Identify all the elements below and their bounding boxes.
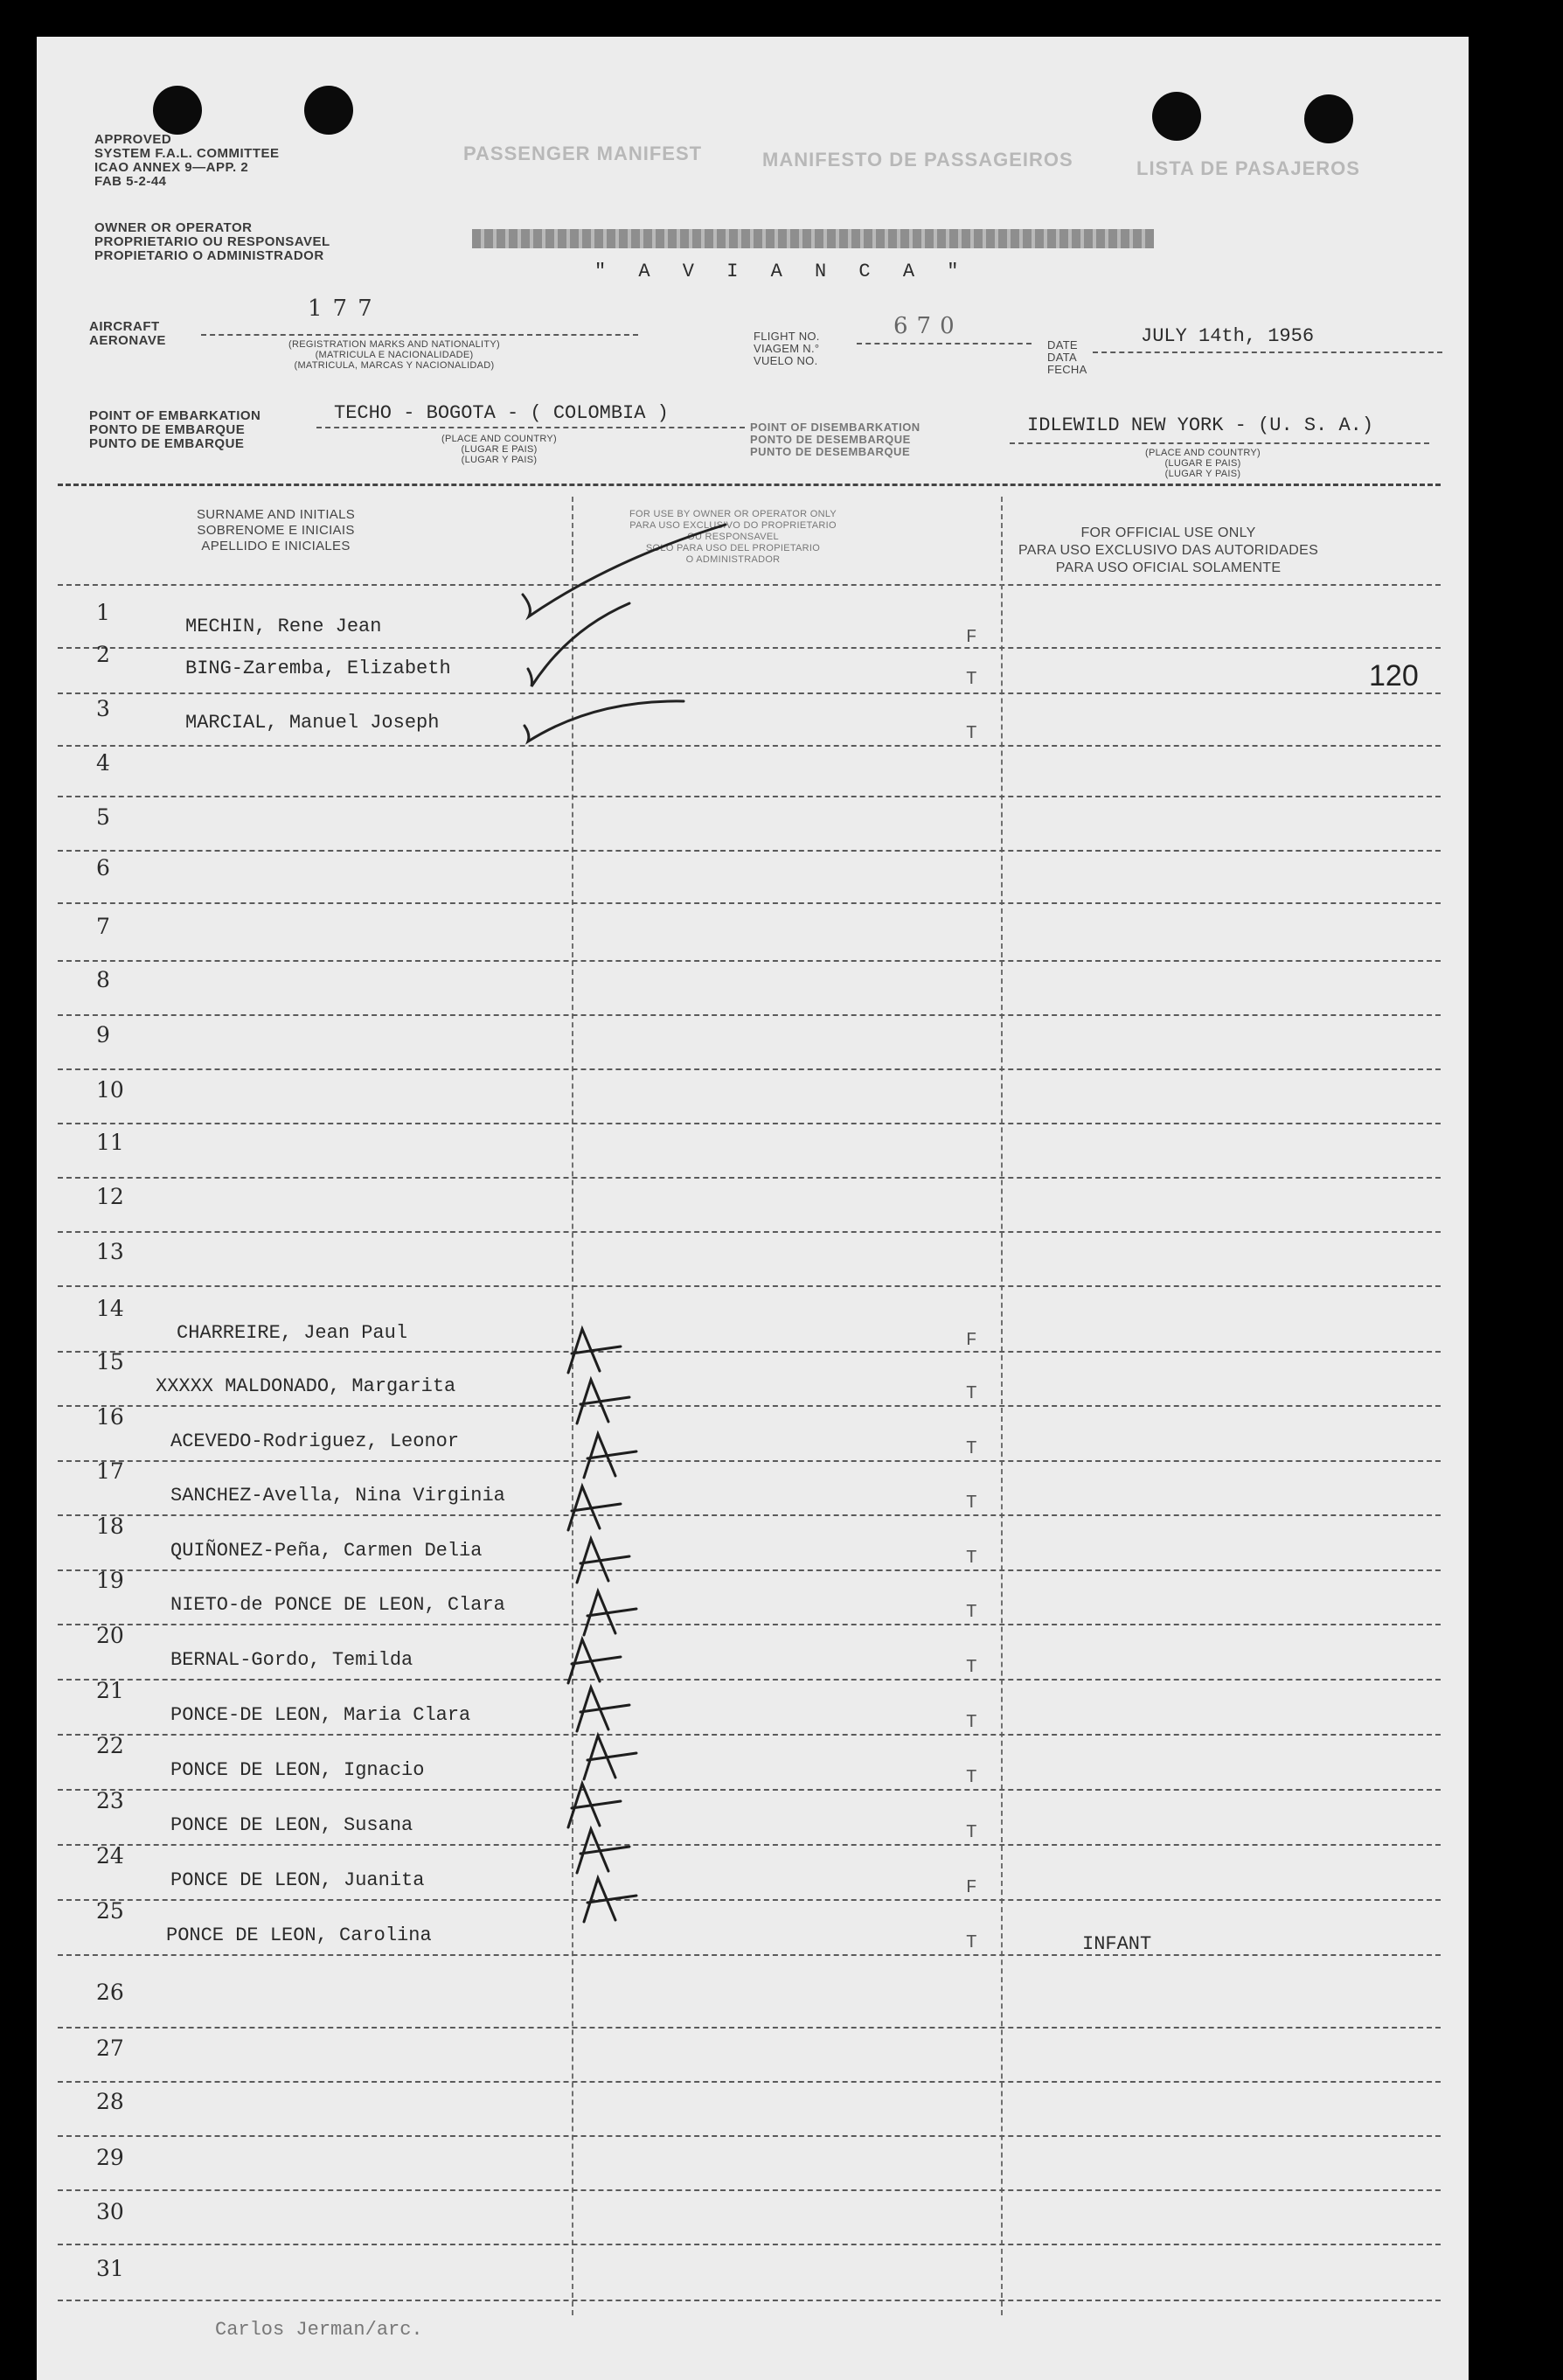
embarkation-label-line: PUNTO DE EMBARQUE xyxy=(89,436,245,451)
embarkation-sub-line: (LUGAR Y PAIS) xyxy=(461,455,538,465)
row-number: 13 xyxy=(96,1239,124,1264)
row-number: 23 xyxy=(96,1788,124,1813)
title-en: PASSENGER MANIFEST xyxy=(463,143,703,164)
owner-use-header-line: OU RESPONSAVEL xyxy=(687,532,779,542)
aircraft-sub-line: (MATRICULA, MARCAS Y NACIONALIDAD) xyxy=(294,360,495,371)
checkmarks xyxy=(523,525,726,741)
date-label-line: DATA xyxy=(1047,351,1077,364)
passenger-name: SANCHEZ-Avella, Nina Virginia xyxy=(170,1485,505,1507)
passenger-name: PONCE DE LEON, Juanita xyxy=(170,1869,425,1891)
date-label-line: DATE xyxy=(1047,338,1078,351)
passenger-name: NIETO-de PONCE DE LEON, Clara xyxy=(170,1594,505,1616)
row-number: 28 xyxy=(96,2089,124,2114)
embarkation-label-line: PONTO DE EMBARQUE xyxy=(89,422,246,437)
passenger-name: XXXXX MALDONADO, Margarita xyxy=(156,1375,456,1397)
owner-use-header-line: SOLO PARA USO DEL PROPIETARIO xyxy=(645,543,821,553)
row-number: 27 xyxy=(96,2036,124,2061)
surname-header-line: APELLIDO E INICIALES xyxy=(201,539,351,553)
a-mark xyxy=(577,1829,629,1873)
row-number: 3 xyxy=(96,696,110,721)
official-note: 120 xyxy=(1369,659,1419,692)
operator-name: " A V I A N C A " xyxy=(594,261,969,282)
passenger-code: F xyxy=(966,628,977,648)
row-number: 2 xyxy=(96,642,110,667)
passenger-name: PONCE DE LEON, Carolina xyxy=(166,1924,432,1946)
row-number: 30 xyxy=(96,2199,124,2224)
flight-label-line: FLIGHT NO. xyxy=(754,330,820,343)
title-pt: MANIFESTO DE PASSAGEIROS xyxy=(762,149,1073,170)
official-note: INFANT xyxy=(1082,1933,1152,1955)
passenger-name: PONCE-DE LEON, Maria Clara xyxy=(170,1704,471,1726)
official-header-line: PARA USO OFICIAL SOLAMENTE xyxy=(1055,560,1282,575)
passenger-code: T xyxy=(966,1384,977,1404)
row-number: 14 xyxy=(96,1296,124,1321)
disembarkation-sub-line: (LUGAR E PAIS) xyxy=(1164,458,1241,469)
passenger-code: T xyxy=(966,670,977,690)
row-number: 12 xyxy=(96,1184,124,1209)
operator-label-line: PROPRIETARIO OU RESPONSAVEL xyxy=(94,234,330,249)
aircraft-sub-line: (REGISTRATION MARKS AND NATIONALITY) xyxy=(288,339,501,350)
row-number: 15 xyxy=(96,1349,124,1374)
row-number: 17 xyxy=(96,1458,124,1484)
a-mark xyxy=(584,1878,636,1922)
embarkation-sub-line: (LUGAR E PAIS) xyxy=(461,444,538,455)
row-number: 18 xyxy=(96,1514,124,1539)
official-header-line: PARA USO EXCLUSIVO DAS AUTORIDADES xyxy=(1018,543,1319,558)
passenger-name: ACEVEDO-Rodriguez, Leonor xyxy=(170,1430,460,1452)
a-mark xyxy=(568,1639,621,1683)
checkmark xyxy=(528,603,629,686)
approval-line: ICAO ANNEX 9—APP. 2 xyxy=(94,160,249,175)
approval-line: SYSTEM F.A.L. COMMITTEE xyxy=(94,146,280,161)
official-header-line: FOR OFFICIAL USE ONLY xyxy=(1080,525,1256,540)
embarkation-value: TECHO - BOGOTA - ( COLOMBIA ) xyxy=(334,402,669,424)
aircraft-value: 177 xyxy=(308,296,383,322)
row-number: 22 xyxy=(96,1733,124,1758)
operator-label-line: OWNER OR OPERATOR xyxy=(94,220,253,235)
row-number: 20 xyxy=(96,1623,124,1648)
row-number: 26 xyxy=(96,1980,124,2005)
row-number: 25 xyxy=(96,1898,124,1924)
passenger-code: T xyxy=(966,724,977,744)
passenger-code: F xyxy=(966,1878,977,1898)
row-number: 6 xyxy=(96,855,110,880)
checkmark xyxy=(523,525,726,616)
owner-use-header-line: FOR USE BY OWNER OR OPERATOR ONLY xyxy=(629,509,837,519)
row-number: 9 xyxy=(96,1022,110,1047)
a-mark xyxy=(584,1736,636,1779)
passenger-name: CHARREIRE, Jean Paul xyxy=(177,1322,408,1344)
date-label-line: FECHA xyxy=(1047,363,1087,376)
disembarkation-label-line: PUNTO DE DESEMBARQUE xyxy=(750,445,911,458)
a-mark xyxy=(577,1539,629,1583)
surname-header-line: SURNAME AND INITIALS xyxy=(197,507,356,522)
date-value: JULY 14th, 1956 xyxy=(1141,325,1315,347)
a-mark xyxy=(584,1591,636,1635)
row-number: 24 xyxy=(96,1843,124,1869)
row-number: 29 xyxy=(96,2145,124,2170)
row-number: 16 xyxy=(96,1404,124,1430)
a-mark xyxy=(568,1784,621,1827)
passenger-name: PONCE DE LEON, Susana xyxy=(170,1814,413,1836)
disembarkation-label-line: PONTO DE DESEMBARQUE xyxy=(750,433,911,446)
a-mark xyxy=(568,1329,621,1373)
passenger-code: T xyxy=(966,1548,977,1569)
flight-value: 670 xyxy=(893,313,963,339)
passenger-name: QUIÑONEZ-Peña, Carmen Delia xyxy=(170,1540,483,1562)
disembarkation-label-line: POINT OF DISEMBARKATION xyxy=(750,421,920,434)
a-marks xyxy=(568,1329,636,1922)
passenger-code: T xyxy=(966,1439,977,1459)
aircraft-label-line: AIRCRAFT xyxy=(89,319,160,334)
flight-label-line: VIAGEM N.° xyxy=(754,342,820,355)
row-number: 19 xyxy=(96,1568,124,1593)
row-number: 5 xyxy=(96,804,110,830)
disembarkation-value: IDLEWILD NEW YORK - (U. S. A.) xyxy=(1027,414,1374,436)
disembarkation-sub-line: (LUGAR Y PAIS) xyxy=(1164,469,1241,479)
a-mark xyxy=(584,1434,636,1478)
approval-line: FAB 5-2-44 xyxy=(94,174,167,189)
passenger-code: T xyxy=(966,1658,977,1678)
passenger-code: T xyxy=(966,1713,977,1733)
a-mark xyxy=(568,1486,621,1530)
owner-use-header-line: PARA USO EXCLUSIVO DO PROPRIETARIO xyxy=(629,520,837,531)
passenger-name: PONCE DE LEON, Ignacio xyxy=(170,1759,425,1781)
approval-line: APPROVED xyxy=(94,132,172,147)
row-number: 10 xyxy=(96,1077,124,1103)
row-number: 21 xyxy=(96,1678,124,1703)
passenger-name: MECHIN, Rene Jean xyxy=(185,616,382,637)
owner-use-header-line: O ADMINISTRADOR xyxy=(685,554,781,565)
row-number: 1 xyxy=(96,600,110,625)
passenger-name: BING-Zaremba, Elizabeth xyxy=(185,658,451,679)
passenger-code: T xyxy=(966,1493,977,1514)
row-number: 8 xyxy=(96,967,110,992)
aircraft-label-line: AERONAVE xyxy=(89,333,166,348)
surname-header-line: SOBRENOME E INICIAIS xyxy=(197,523,355,538)
operator-label-line: PROPIETARIO O ADMINISTRADOR xyxy=(94,248,324,263)
title-es: LISTA DE PASAJEROS xyxy=(1136,157,1360,179)
row-number: 4 xyxy=(96,750,110,776)
a-mark xyxy=(577,1380,629,1423)
embarkation-label-line: POINT OF EMBARKATION xyxy=(89,408,261,423)
passenger-code: T xyxy=(966,1603,977,1623)
embarkation-sub-line: (PLACE AND COUNTRY) xyxy=(441,434,558,444)
footer-signature: Carlos Jerman/arc. xyxy=(215,2319,423,2341)
row-number: 31 xyxy=(96,2256,124,2281)
passenger-name: MARCIAL, Manuel Joseph xyxy=(185,712,440,734)
checkmark xyxy=(524,701,684,741)
disembarkation-sub-line: (PLACE AND COUNTRY) xyxy=(1145,448,1261,458)
passenger-code: F xyxy=(966,1331,977,1351)
aircraft-sub-line: (MATRICULA E NACIONALIDADE) xyxy=(315,350,474,360)
flight-label-line: VUELO NO. xyxy=(754,354,818,367)
passenger-name: BERNAL-Gordo, Temilda xyxy=(170,1649,413,1671)
a-mark xyxy=(577,1688,629,1731)
row-number: 11 xyxy=(96,1130,124,1155)
passenger-code: T xyxy=(966,1933,977,1953)
row-number: 7 xyxy=(96,914,110,939)
passenger-code: T xyxy=(966,1768,977,1788)
passenger-code: T xyxy=(966,1823,977,1843)
